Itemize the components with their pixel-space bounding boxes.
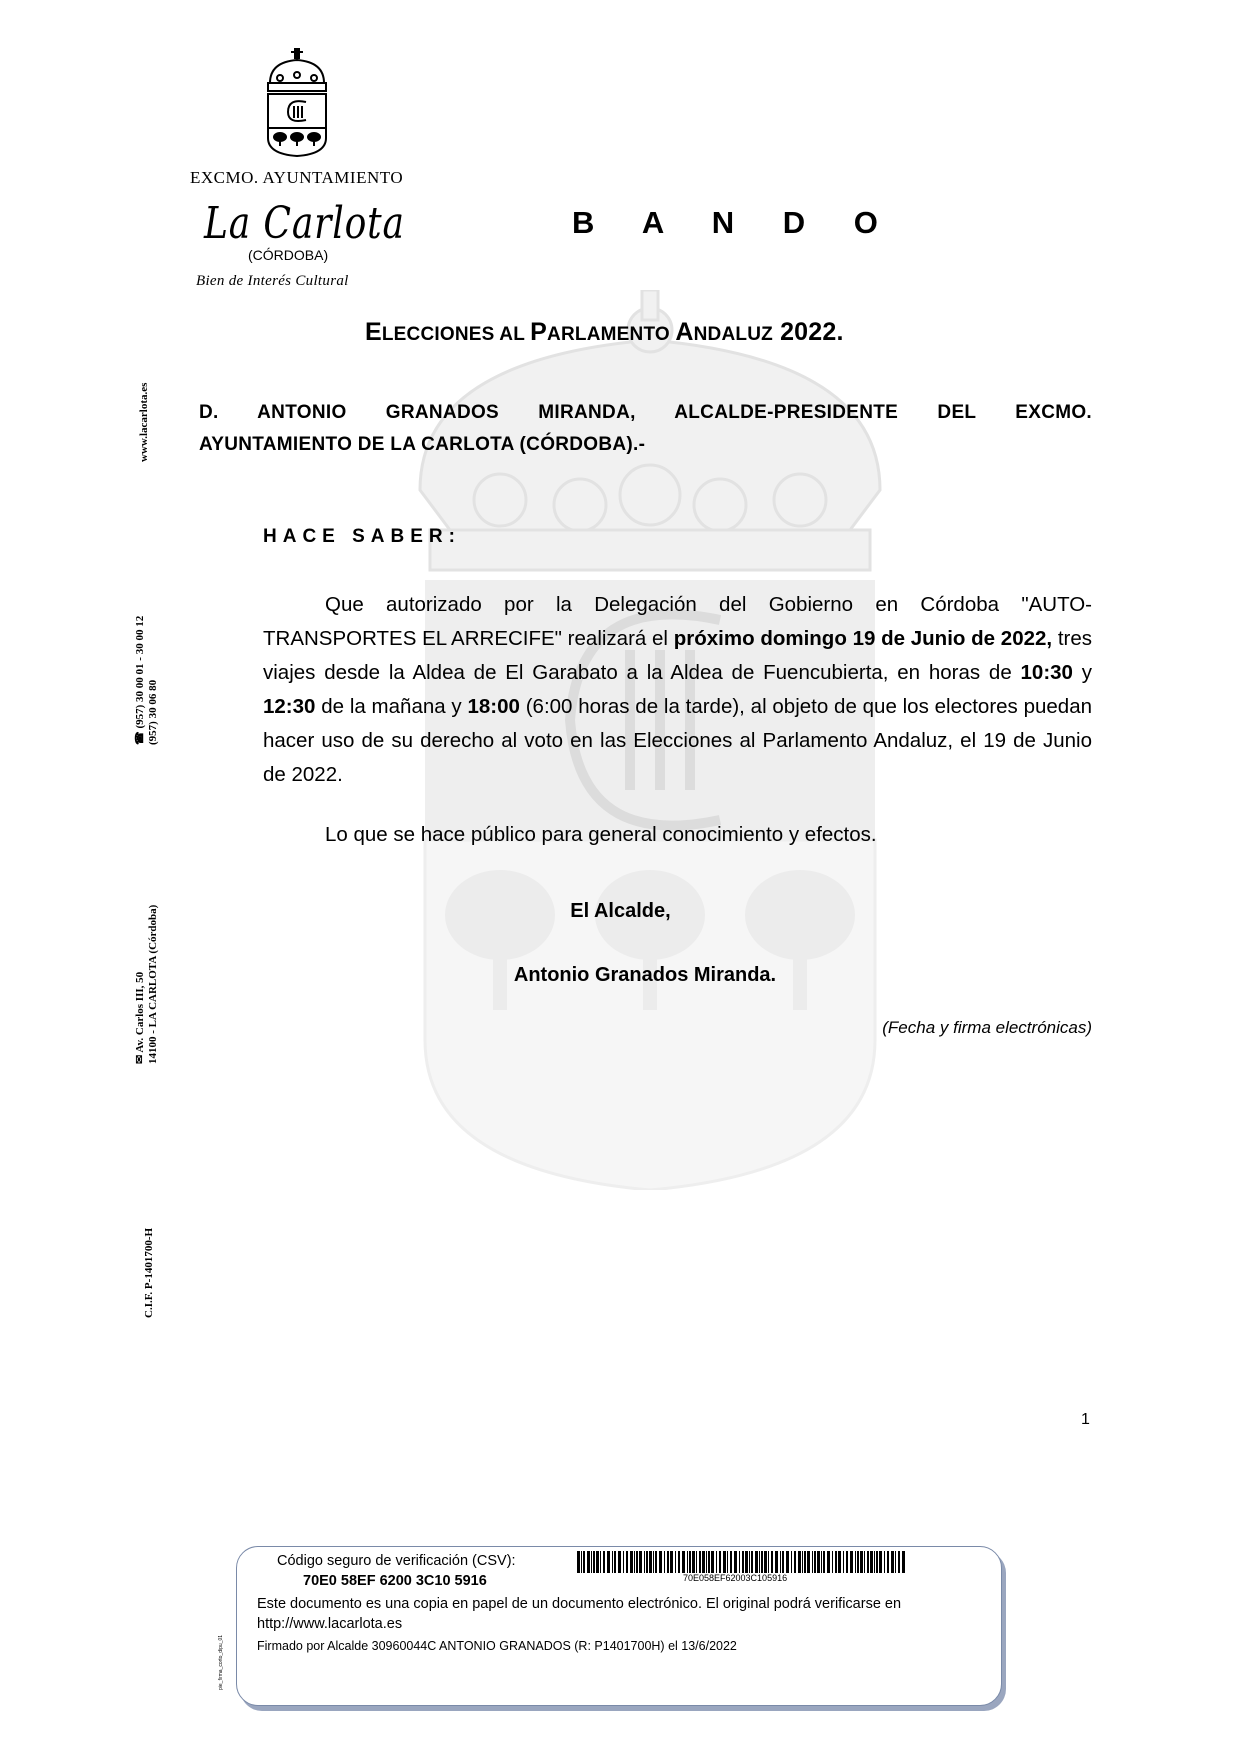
side-address-line1: ✉ Av. Carlos III, 50 [134,971,146,1064]
side-cif: C.I.F. P-1401700-H [143,1227,155,1318]
town-name-logo: La Carlota [204,198,405,249]
body-time-3: 18:00 [467,695,520,718]
body-paragraph [263,588,1092,792]
issuer-heading [199,397,1092,461]
issuer-heading-line1: D. ANTONIO GRANADOS MIRANDA, ALCALDE-PRESIDENTE DEL EXCMO. [199,402,1092,423]
issuer-heading-line2: AYUNTAMIENTO DE LA CARLOTA (CÓRDOBA).- [199,434,646,455]
subject-word-andaluz: NDALUZ [693,324,773,345]
subject-year: 2022. [772,318,844,346]
side-phone-block [134,616,160,745]
document-title: B A N D O [572,205,898,240]
subject-word-parlamento: ARLAMENTO [547,324,676,345]
subject-word-elecciones: LECCIONES AL [381,324,531,345]
closing-sentence: Lo que se hace público para general conocimiento y efectos. [325,823,877,846]
page-number: 1 [1081,1411,1090,1428]
subject-initial-p: P [530,318,548,346]
verification-note: Este documento es una copia en papel de un documento electrónico. El original podrá verificarse en http://www.lacarlota.es [257,1596,902,1632]
electronic-signature-note: (Fecha y firma electrónicas) [882,1018,1092,1037]
barcode-image [577,1551,909,1573]
body-text-3: y [1072,661,1093,684]
body-time-1: 10:30 [1020,661,1073,684]
csv-code: 70E0 58EF 6200 3C10 5916 [303,1573,487,1589]
document-subject [365,318,844,347]
verification-box [236,1546,1002,1706]
side-address-block [134,905,160,1064]
subject-initial-a: A [675,318,694,346]
signer-name: Antonio Granados Miranda. [513,964,777,986]
side-website: www.lacarlota.es [138,382,150,462]
footer-template-id [218,1634,273,1696]
province-label: (CÓRDOBA) [248,247,329,263]
body-text-2: tres viajes desde la Aldea de El Garabato a la Aldea de Fuencubierta, en horas de [263,627,1092,684]
subject-initial-e: E [365,318,382,346]
side-phone-line2: (957) 30 06 80 [147,679,159,745]
signer-role: El Alcalde, [570,900,671,922]
barcode-text: 70E058EF62003C105916 [683,1573,788,1583]
body-text-4: de la mañana y [315,695,468,718]
body-time-2: 12:30 [263,695,316,718]
body-text-5: (6:00 horas de la tarde), al objeto de que los electores puedan hacer uso de su derecho al voto en las Elecciones al Parlamento Andaluz, el 19 de Junio de 2022. [263,695,1093,786]
body-date-bold: próximo domingo 19 de Junio de 2022, [673,627,1053,650]
heritage-label: Bien de Interés Cultural [196,273,349,289]
footer-template-id-text: pie_firma_corto_dipu_01 [218,1634,224,1690]
coat-of-arms-logo [262,48,332,158]
hace-saber-label: HACE SABER: [263,526,461,547]
csv-label: Código seguro de verificación (CSV): [277,1553,516,1569]
signed-by-line: Firmado por Alcalde 30960044C ANTONIO GRANADOS (R: P1401700H) el 13/6/2022 [257,1639,737,1653]
organization-name: EXCMO. AYUNTAMIENTO [190,168,404,187]
side-address-line2: 14100 - LA CARLOTA (Córdoba) [147,904,159,1064]
body-text-1: Que autorizado por la Delegación del Gobierno en Córdoba "AUTO-TRANSPORTES EL ARRECIFE" realizará el [263,593,1092,650]
side-phone-line1: ☎ (957) 30 00 01 - 30 00 12 [134,615,146,745]
